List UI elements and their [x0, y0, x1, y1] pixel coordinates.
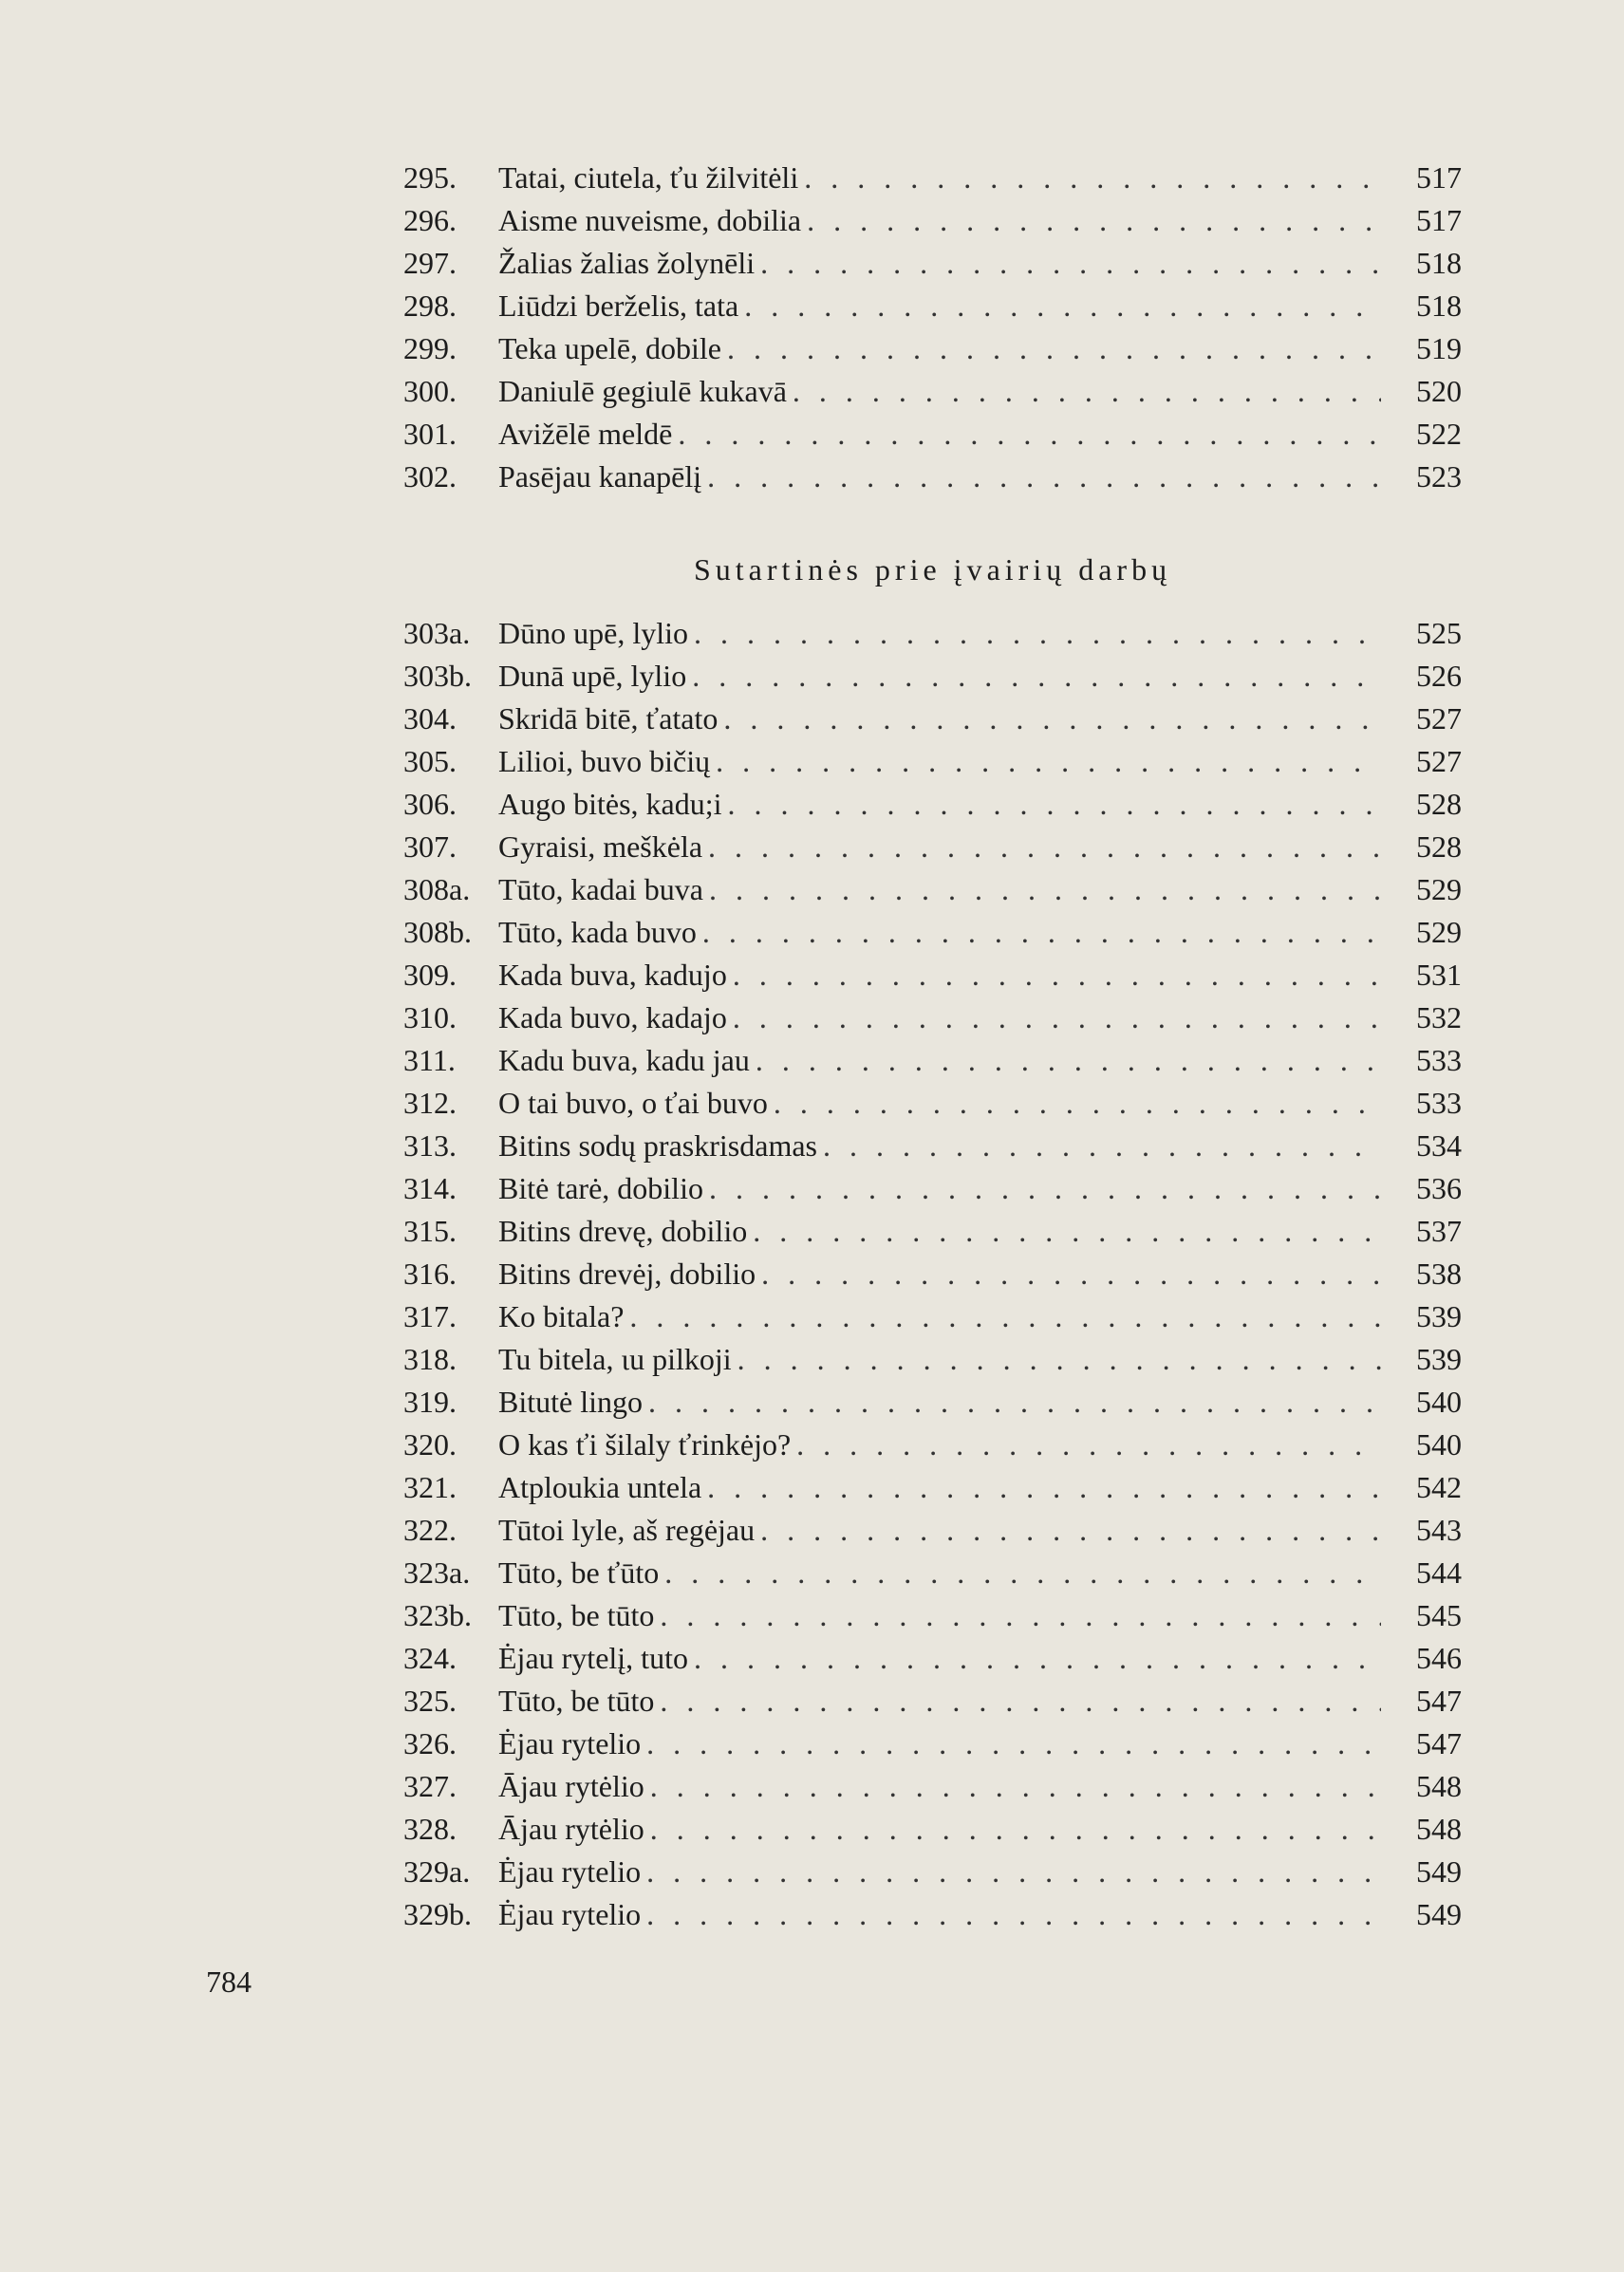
- entry-title: Daniulē gegiulē kukavā: [498, 374, 793, 408]
- entry-page: 549: [1416, 1897, 1462, 1931]
- toc-entry: [403, 1167, 1462, 1210]
- entry-title: Tūto, be ťūto: [498, 1555, 664, 1590]
- dot-leader: [498, 1808, 1381, 1851]
- entry-number: 323b.: [403, 1598, 472, 1632]
- dot-leader: [498, 655, 1381, 698]
- dot-leader: [498, 1338, 1381, 1381]
- entry-number: 320.: [403, 1427, 457, 1462]
- entry-number: 318.: [403, 1342, 457, 1376]
- toc-entry: [403, 327, 1462, 370]
- entry-number: 319.: [403, 1385, 457, 1419]
- entry-title: Ājau rytėlio: [498, 1769, 650, 1803]
- toc-entry: [403, 1808, 1462, 1851]
- entry-title: Teka upelē, dobile: [498, 331, 727, 365]
- page-number: 784: [206, 1965, 252, 1999]
- entry-number: 296.: [403, 203, 457, 237]
- entry-number: 299.: [403, 331, 457, 365]
- entry-number: 300.: [403, 374, 457, 408]
- toc-entry: [403, 1082, 1462, 1125]
- dot-leader: [498, 1552, 1381, 1594]
- dot-leader: [498, 456, 1381, 498]
- toc-entry: [403, 1680, 1462, 1723]
- entry-title: Ko bitala?: [498, 1299, 629, 1333]
- dot-leader: [498, 1637, 1381, 1680]
- entry-page: 548: [1416, 1812, 1462, 1846]
- entry-page: 517: [1416, 203, 1462, 237]
- entry-number: 309.: [403, 958, 457, 992]
- entry-title: Tu bitela, ιu pilkoji: [498, 1342, 737, 1376]
- entry-number: 295.: [403, 160, 457, 195]
- entry-number: 315.: [403, 1214, 457, 1248]
- dot-leader: [498, 370, 1381, 413]
- dot-leader: [498, 1765, 1381, 1808]
- dot-leader: [498, 740, 1381, 783]
- entry-title: Tūto, be tūto: [498, 1684, 660, 1718]
- toc-entry: [403, 242, 1462, 285]
- entry-title: Tatai, ciutela, ťu žilvitėli: [498, 160, 804, 195]
- entry-number: 298.: [403, 289, 457, 323]
- entry-title: Bitutė lingo: [498, 1385, 648, 1419]
- toc-entry: [403, 868, 1462, 911]
- entry-page: 548: [1416, 1769, 1462, 1803]
- entry-title: Kada buvo, kadajo: [498, 1000, 733, 1034]
- dot-leader: [498, 1851, 1381, 1893]
- entry-page: 527: [1416, 701, 1462, 736]
- entry-title: Ėjau rytelį, tuto: [498, 1641, 694, 1675]
- entry-page: 538: [1416, 1257, 1462, 1291]
- toc-entry: [403, 1637, 1462, 1680]
- dot-leader: [498, 199, 1381, 242]
- entry-number: 322.: [403, 1513, 457, 1547]
- dot-leader: [498, 1039, 1381, 1082]
- entry-title: Tūto, kada buvo: [498, 915, 702, 949]
- toc-entry: [403, 456, 1462, 498]
- entry-number: 301.: [403, 417, 457, 451]
- dot-leader: [498, 1167, 1381, 1210]
- entry-number: 304.: [403, 701, 457, 736]
- entry-page: 546: [1416, 1641, 1462, 1675]
- dot-leader: [498, 157, 1381, 199]
- entry-number: 316.: [403, 1257, 457, 1291]
- entry-page: 517: [1416, 160, 1462, 195]
- entry-title: O tai buvo, o ťai buvo: [498, 1086, 774, 1120]
- entry-title: Dūno upē, lylio: [498, 616, 694, 650]
- entry-number: 310.: [403, 1000, 457, 1034]
- entry-page: 527: [1416, 744, 1462, 778]
- dot-leader: [498, 1723, 1381, 1765]
- entry-page: 518: [1416, 246, 1462, 280]
- dot-leader: [498, 954, 1381, 996]
- dot-leader: [498, 783, 1381, 826]
- toc-entry: [403, 954, 1462, 996]
- entry-page: 528: [1416, 787, 1462, 821]
- toc-list-bottom: [403, 612, 1462, 1936]
- entry-page: 536: [1416, 1171, 1462, 1205]
- dot-leader: [498, 285, 1381, 327]
- entry-number: 305.: [403, 744, 457, 778]
- entry-page: 549: [1416, 1854, 1462, 1889]
- toc-entry: [403, 413, 1462, 456]
- entry-title: Tūtoi lyle, aš regėjau: [498, 1513, 760, 1547]
- toc-entry: [403, 740, 1462, 783]
- entry-page: 519: [1416, 331, 1462, 365]
- dot-leader: [498, 1295, 1381, 1338]
- entry-page: 539: [1416, 1299, 1462, 1333]
- dot-leader: [498, 612, 1381, 655]
- entry-number: 327.: [403, 1769, 457, 1803]
- toc-entry: [403, 1295, 1462, 1338]
- entry-title: Tūto, be tūto: [498, 1598, 660, 1632]
- entry-number: 325.: [403, 1684, 457, 1718]
- entry-title: Augo bitės, kadu;i: [498, 787, 728, 821]
- toc-entry: [403, 1210, 1462, 1253]
- entry-title: Aisme nuveisme, dobilia: [498, 203, 807, 237]
- entry-title: O kas ťi šilaly ťrinkėjo?: [498, 1427, 796, 1462]
- entry-number: 306.: [403, 787, 457, 821]
- dot-leader: [498, 868, 1381, 911]
- toc-entry: [403, 157, 1462, 199]
- toc-entry: [403, 1723, 1462, 1765]
- entry-number: 314.: [403, 1171, 457, 1205]
- entry-title: Bitins sodų praskrisdamas: [498, 1128, 823, 1163]
- entry-page: 547: [1416, 1684, 1462, 1718]
- toc-entry: [403, 1381, 1462, 1424]
- entry-number: 313.: [403, 1128, 457, 1163]
- entry-page: 523: [1416, 459, 1462, 494]
- entry-page: 533: [1416, 1043, 1462, 1077]
- entry-number: 329a.: [403, 1854, 471, 1889]
- entry-number: 308a.: [403, 872, 471, 906]
- toc-entry: [403, 1039, 1462, 1082]
- entry-page: 520: [1416, 374, 1462, 408]
- dot-leader: [498, 826, 1381, 868]
- entry-number: 312.: [403, 1086, 457, 1120]
- entry-page: 542: [1416, 1470, 1462, 1504]
- dot-leader: [498, 1253, 1381, 1295]
- toc-entry: [403, 370, 1462, 413]
- entry-number: 303a.: [403, 616, 471, 650]
- entry-page: 534: [1416, 1128, 1462, 1163]
- dot-leader: [498, 698, 1381, 740]
- dot-leader: [498, 1509, 1381, 1552]
- entry-page: 526: [1416, 659, 1462, 693]
- entry-number: 321.: [403, 1470, 457, 1504]
- toc-entry: [403, 1338, 1462, 1381]
- entry-page: 537: [1416, 1214, 1462, 1248]
- entry-page: 531: [1416, 958, 1462, 992]
- entry-title: Skridā bitē, ťatato: [498, 701, 723, 736]
- toc-entry: [403, 285, 1462, 327]
- entry-title: Ėjau rytelio: [498, 1854, 646, 1889]
- entry-page: 540: [1416, 1385, 1462, 1419]
- dot-leader: [498, 1893, 1381, 1936]
- toc-entry: [403, 1552, 1462, 1594]
- dot-leader: [498, 1082, 1381, 1125]
- toc-entry: [403, 1765, 1462, 1808]
- entry-page: 540: [1416, 1427, 1462, 1462]
- toc-entry: [403, 1893, 1462, 1936]
- entry-page: 545: [1416, 1598, 1462, 1632]
- toc-entry: [403, 996, 1462, 1039]
- toc-entry: [403, 783, 1462, 826]
- entry-page: 547: [1416, 1726, 1462, 1760]
- entry-title: Žalias žalias žolynēli: [498, 246, 760, 280]
- toc-entry: [403, 1851, 1462, 1893]
- entry-page: 529: [1416, 872, 1462, 906]
- entry-page: 533: [1416, 1086, 1462, 1120]
- entry-page: 529: [1416, 915, 1462, 949]
- entry-title: Ėjau rytelio: [498, 1726, 646, 1760]
- entry-page: 518: [1416, 289, 1462, 323]
- entry-title: Bitė tarė, dobilio: [498, 1171, 709, 1205]
- entry-number: 324.: [403, 1641, 457, 1675]
- entry-number: 317.: [403, 1299, 457, 1333]
- dot-leader: [498, 1680, 1381, 1723]
- entry-number: 308b.: [403, 915, 472, 949]
- entry-page: 528: [1416, 829, 1462, 864]
- dot-leader: [498, 1210, 1381, 1253]
- toc-entry: [403, 1424, 1462, 1466]
- toc-entry: [403, 1594, 1462, 1637]
- entry-page: 539: [1416, 1342, 1462, 1376]
- entry-number: 297.: [403, 246, 457, 280]
- section-heading: Sutartinės prie įvairių darbų: [693, 552, 1172, 587]
- entry-page: 522: [1416, 417, 1462, 451]
- toc-entry: [403, 826, 1462, 868]
- entry-title: Ėjau rytelio: [498, 1897, 646, 1931]
- entry-title: Bitins drevę, dobilio: [498, 1214, 753, 1248]
- dot-leader: [498, 1466, 1381, 1509]
- entry-title: Dunā upē, lylio: [498, 659, 692, 693]
- entry-title: Ājau rytėlio: [498, 1812, 650, 1846]
- entry-title: Kadu buva, kadu jau: [498, 1043, 756, 1077]
- entry-page: 543: [1416, 1513, 1462, 1547]
- entry-number: 311.: [403, 1043, 456, 1077]
- toc-entry: [403, 1466, 1462, 1509]
- toc-entry: [403, 911, 1462, 954]
- dot-leader: [498, 1424, 1381, 1466]
- entry-title: Atploukia untela: [498, 1470, 707, 1504]
- entry-page: 544: [1416, 1555, 1462, 1590]
- dot-leader: [498, 1594, 1381, 1637]
- toc-entry: [403, 698, 1462, 740]
- dot-leader: [498, 327, 1381, 370]
- entry-title: Kada buva, kadujo: [498, 958, 733, 992]
- dot-leader: [498, 413, 1381, 456]
- toc-entry: [403, 1253, 1462, 1295]
- entry-title: Liūdzi berželis, tata: [498, 289, 744, 323]
- entry-number: 307.: [403, 829, 457, 864]
- entry-page: 525: [1416, 616, 1462, 650]
- entry-title: Gyraisi, meškėla: [498, 829, 708, 864]
- entry-number: 326.: [403, 1726, 457, 1760]
- toc-entry: [403, 655, 1462, 698]
- entry-number: 328.: [403, 1812, 457, 1846]
- toc-entry: [403, 1125, 1462, 1167]
- toc-entry: [403, 1509, 1462, 1552]
- dot-leader: [498, 1125, 1381, 1167]
- dot-leader: [498, 911, 1381, 954]
- toc-entry: [403, 612, 1462, 655]
- entry-number: 302.: [403, 459, 457, 494]
- entry-title: Lilioi, buvo bičių: [498, 744, 716, 778]
- dot-leader: [498, 996, 1381, 1039]
- entry-number: 329b.: [403, 1897, 472, 1931]
- entry-title: Tūto, kadai buva: [498, 872, 709, 906]
- dot-leader: [498, 1381, 1381, 1424]
- entry-number: 323a.: [403, 1555, 471, 1590]
- toc-entry: [403, 199, 1462, 242]
- entry-title: Avižēlē meldē: [498, 417, 678, 451]
- entry-number: 303b.: [403, 659, 472, 693]
- entry-title: Pasējau kanapēlį: [498, 459, 707, 494]
- entry-page: 532: [1416, 1000, 1462, 1034]
- toc-list-top: [403, 157, 1462, 498]
- entry-title: Bitins drevėj, dobilio: [498, 1257, 761, 1291]
- dot-leader: [498, 242, 1381, 285]
